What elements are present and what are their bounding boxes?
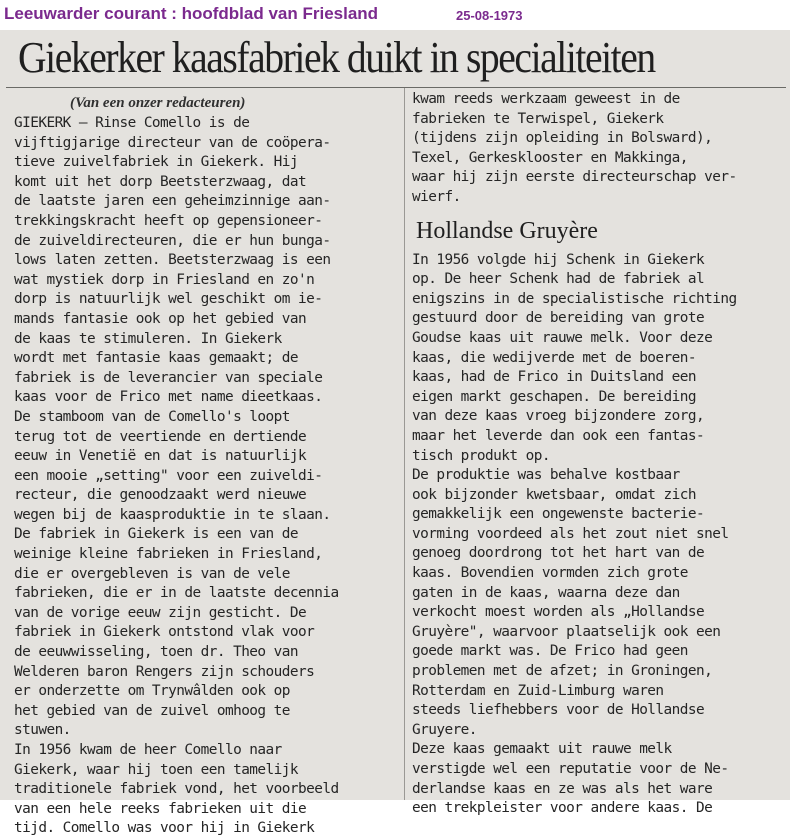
text-line: ook bijzonder kwetsbaar, omdat zich — [412, 486, 696, 503]
text-line: maar het leverde dan ook een fantas- — [412, 427, 705, 444]
text-line: van de vorige eeuw zijn gesticht. De — [14, 604, 307, 621]
text-line: steeds liefhebbers voor de Hollandse — [412, 702, 705, 719]
text-line: enigszins in de specialistische richting — [412, 290, 737, 307]
right-column — [412, 90, 788, 819]
text-line: kwam reeds werkzaam geweest in de — [412, 91, 680, 107]
text-line: Gruyere. — [412, 721, 477, 738]
text-line: De fabriek in Giekerk is een van de — [14, 526, 298, 543]
text-line: Texel, Gerkesklooster en Makkinga, — [412, 149, 688, 166]
text-line: de kaas te stimuleren. In Giekerk — [14, 330, 282, 347]
text-line: kaas, had de Frico in Duitsland een — [412, 369, 696, 386]
right-column-text-top — [412, 90, 788, 208]
text-line: problemen met de afzet; in Groningen, — [412, 663, 713, 680]
article-headline: Giekerker kaasfabriek duikt in specialiteiten — [18, 33, 655, 82]
column-divider — [404, 88, 405, 800]
text-line: genoeg doordrong tot het hart van de — [412, 545, 705, 562]
text-line: gemakkelijk een ongewenste bacterie- — [412, 506, 705, 523]
text-line: GIEKERK — Rinse Comello is de — [14, 115, 250, 131]
text-line: eeuw in Venetië en dat is natuurlijk — [14, 448, 307, 465]
text-line: de laatste jaren een geheimzinnige aan- — [14, 193, 331, 210]
text-line: gestuurd door de bereiding van grote — [412, 310, 705, 327]
text-line: wierf. — [412, 188, 461, 205]
text-line: kaas. Bovendien vormden zich grote — [412, 565, 688, 582]
publication-date: 25-08-1973 — [456, 8, 523, 23]
newspaper-clipping — [0, 30, 790, 837]
text-line: Rotterdam en Zuid-Limburg waren — [412, 682, 664, 699]
text-line: In 1956 volgde hij Schenk in Giekerk — [412, 251, 705, 268]
text-line: wat mystiek dorp in Friesland en zo'n — [14, 271, 315, 288]
text-line: verstigde wel een reputatie voor de Ne- — [412, 761, 729, 777]
text-line: goede markt was. De Frico had geen — [412, 643, 688, 660]
text-line: fabrieken, die er in de laatste decennia — [14, 585, 339, 602]
text-line: trekkingskracht heeft op gepensioneer- — [14, 212, 323, 229]
text-line: traditionele fabriek vond, het voorbeeld — [14, 781, 339, 798]
article-subheading: Hollandse Gruyère — [416, 217, 598, 244]
text-line: vorming voordeed als het zout niet snel — [412, 525, 729, 542]
text-line: een trekpleister voor andere kaas. De — [412, 800, 713, 817]
newspaper-title: Leeuwarder courant : hoofdblad van Friesland — [4, 4, 379, 23]
text-line: De produktie was behalve kostbaar — [412, 467, 680, 484]
text-line: terug tot de veertiende en dertiende — [14, 428, 307, 445]
text-line: weinige kleine fabrieken in Friesland, — [14, 546, 323, 563]
headline-rule — [6, 87, 786, 88]
text-line: De stamboom van de Comello's loopt — [14, 408, 290, 425]
text-line: fabriek is de leverancier van speciale — [14, 369, 323, 386]
text-line: Goudse kaas uit rauwe melk. Voor deze — [412, 329, 713, 346]
right-column-text-bottom — [412, 251, 788, 819]
text-line: die er overgebleven is van de vele — [14, 565, 290, 582]
text-line: derlandse kaas en ze was als het ware — [412, 780, 713, 797]
text-line: kaas voor de Frico met name dieetkaas. — [14, 389, 323, 406]
text-line: verkocht moest worden als „Hollandse — [412, 604, 705, 621]
text-line: recteur, die genoodzaakt werd nieuwe — [14, 487, 307, 504]
text-line: Welderen baron Rengers zijn schouders — [14, 663, 315, 680]
left-column — [14, 92, 390, 839]
text-line: Giekerk, waar hij toen een tamelijk — [14, 761, 298, 778]
text-line: vijftigjarige directeur van de coöpera- — [14, 134, 331, 151]
text-line: dorp is natuurlijk wel geschikt om ie- — [14, 291, 323, 308]
text-line: het gebied van de zuivel omhoog te — [14, 702, 290, 719]
text-line: komt uit het dorp Beetsterzwaag, dat — [14, 173, 307, 190]
text-line: tieve zuivelfabriek in Giekerk. Hij — [14, 154, 298, 171]
text-line: gaten in de kaas, waarna deze dan — [412, 584, 680, 601]
text-line: wegen bij de kaasproduktie in te slaan. — [14, 506, 331, 523]
text-line: stuwen. — [14, 722, 71, 739]
text-line: er onderzette om Trynwâlden ook op — [14, 683, 290, 700]
text-line: op. De heer Schenk had de fabriek al — [412, 271, 705, 288]
text-line: waar hij zijn eerste directeurschap ver- — [412, 169, 737, 186]
text-line: fabriek in Giekerk ontstond vlak voor — [14, 624, 315, 641]
text-line: van deze kaas vroeg bijzondere zorg, — [412, 408, 705, 425]
text-line: van een hele reeks fabrieken uit die — [14, 800, 307, 817]
source-bar — [0, 0, 790, 30]
text-line: de zuiveldirecteuren, die er hun bunga- — [14, 232, 331, 249]
text-line: fabrieken te Terwispel, Giekerk — [412, 110, 664, 127]
text-line: In 1956 kwam de heer Comello naar — [14, 742, 282, 758]
text-line: Deze kaas gemaakt uit rauwe melk — [412, 741, 672, 758]
text-line: (tijdens zijn opleiding in Bolsward), — [412, 130, 713, 147]
text-line: de eeuwwisseling, toen dr. Theo van — [14, 644, 298, 661]
text-line: eigen markt geschapen. De bereiding — [412, 388, 696, 405]
text-line: tisch produkt op. — [412, 447, 550, 464]
text-line: een mooie „setting" voor een zuiveldi- — [14, 467, 323, 484]
text-line: mands fantasie ook op het gebied van — [14, 310, 307, 327]
text-line: tijd. Comello was voor hij in Giekerk — [14, 820, 315, 837]
text-line: lows laten zetten. Beetsterzwaag is een — [14, 252, 331, 269]
left-column-text — [14, 114, 390, 839]
text-line: Gruyère", waarvoor plaatselijk ook een — [412, 623, 721, 640]
article-byline: (Van een onzer redacteuren) — [70, 95, 246, 111]
text-line: kaas, die wedijverde met de boeren- — [412, 349, 696, 366]
text-line: wordt met fantasie kaas gemaakt; de — [14, 350, 298, 367]
